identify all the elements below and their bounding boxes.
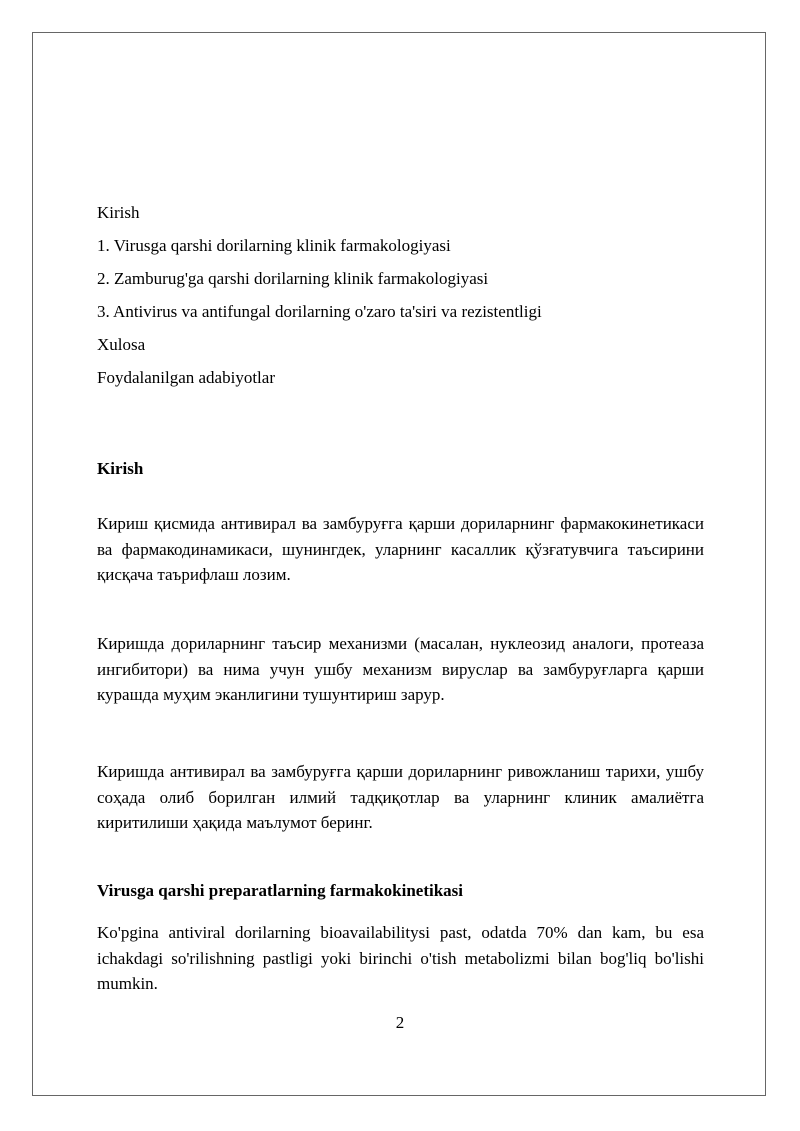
intro-paragraph: Кириш қисмида антивирал ва замбуруғга қарши дориларнинг фармакокинетикаси ва фармакодинамикаси, шунингдек, уларнинг касаллик қўзғатувчига таъсирини қисқача таърифлаш лозим. bbox=[97, 514, 704, 584]
toc-item: 1. Virusga qarshi dorilarning klinik farmakologiyasi bbox=[97, 236, 451, 255]
toc-item: Foydalanilgan adabiyotlar bbox=[97, 368, 275, 387]
document-page bbox=[32, 32, 766, 1096]
intro-paragraph: Киришда антивирал ва замбуруғга қарши дориларнинг ривожланиш тарихи, ушбу соҳада олиб борилган илмий тадқиқотлар ва уларнинг клиник амалиётга киритилиши ҳақида маълумот беринг. bbox=[97, 762, 704, 832]
toc-item: 2. Zamburug'ga qarshi dorilarning klinik farmakologiyasi bbox=[97, 269, 489, 288]
section-heading: Virusga qarshi preparatlarning farmakokinetikasi bbox=[97, 881, 464, 900]
table-of-contents bbox=[97, 199, 717, 397]
toc-item: Xulosa bbox=[97, 335, 146, 354]
intro-paragraph: Киришда дориларнинг таъсир механизми (масалан, нуклеозид аналоги, протеаза ингибитори) ва нима учун ушбу механизм вируслар ва замбуруғларга қарши курашда муҳим эканлигини тушунтириш зарур. bbox=[97, 634, 704, 704]
toc-item: Kirish bbox=[97, 203, 140, 222]
section-paragraph: Ko'pgina antiviral dorilarning bioavailabilitysi past, odatda 70% dan kam, bu esa ichakdagi so'rilishning pastligi yoki birinchi o'tish metabolizmi bilan bog'liq bo'lishi mumkin. bbox=[97, 923, 704, 993]
toc-item: 3. Antivirus va antifungal dorilarning o'zaro ta'siri va rezistentligi bbox=[97, 302, 542, 321]
page-number: 2 bbox=[395, 1013, 405, 1032]
intro-heading: Kirish bbox=[97, 459, 144, 478]
